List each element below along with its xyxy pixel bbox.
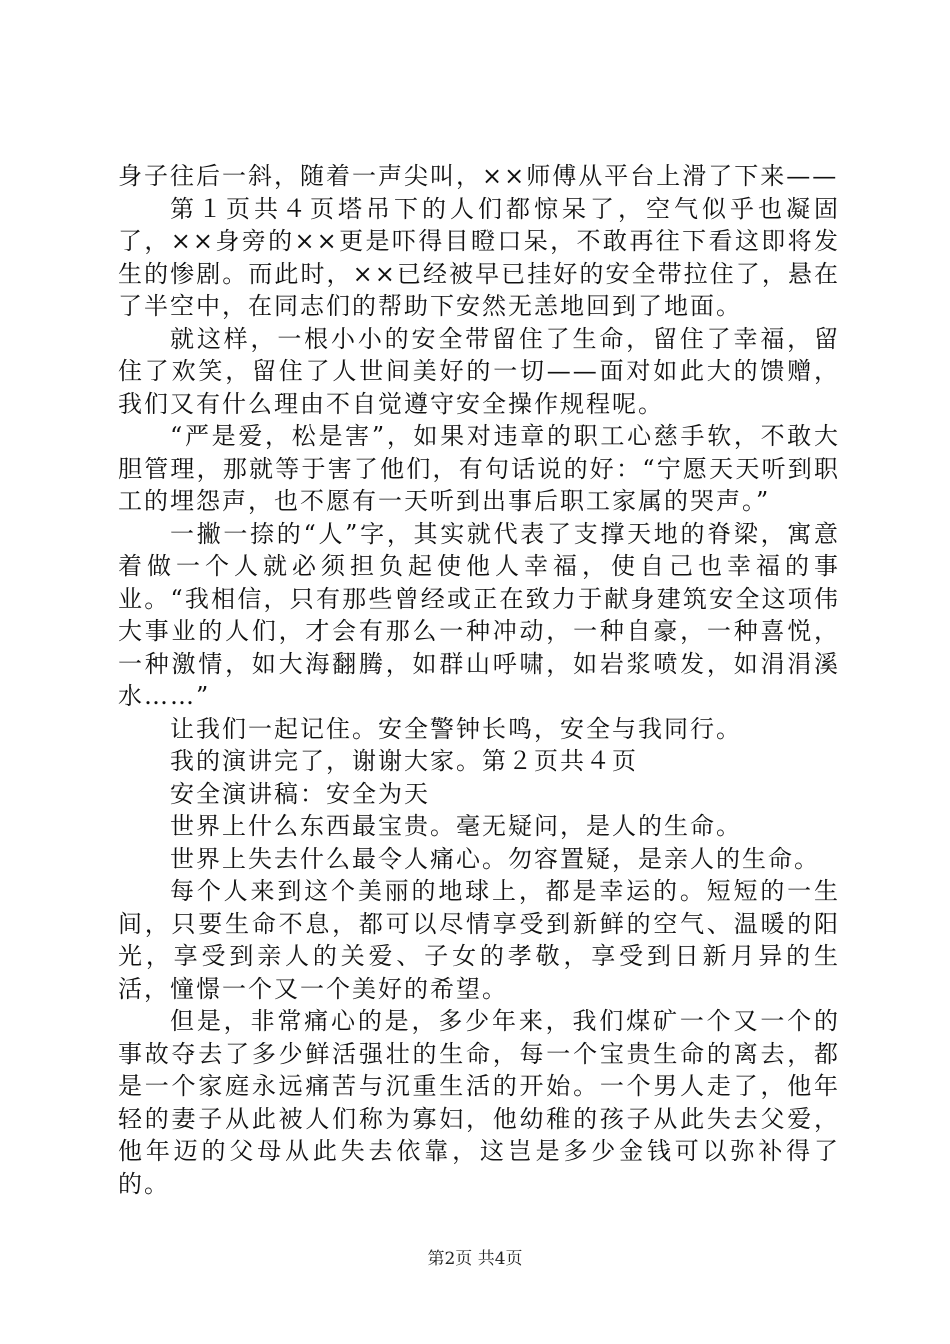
paragraph: 但是，非常痛心的是，多少年来，我们煤矿一个又一个的事故夺去了多少鲜活强壮的生命，每一个宝贵生命的离去，都是一个家庭永远痛苦与沉重生活的开始。一个男人走了，他年轻的妻子从此被人们称为寡妇，他幼稚的孩子从此失去父爱，他年迈的父母从此失去依靠，这岂是多少金钱可以弥补得了的。 <box>118 1007 840 1198</box>
paragraph: 就这样，一根小小的安全带留住了生命，留住了幸福，留住了欢笑，留住了人世间美好的一切——面对如此大的馈赠，我们又有什么理由不自觉遵守安全操作规程呢。 <box>118 324 840 418</box>
document-body <box>118 160 840 1200</box>
page-footer: 第2页 共4页 <box>427 1249 523 1269</box>
paragraph: 身子往后一斜，随着一声尖叫，××师傅从平台上滑了下来—— <box>118 162 839 190</box>
paragraph: 我的演讲完了，谢谢大家。第２页共４页 <box>170 747 638 775</box>
paragraph: 世界上什么东西最宝贵。毫无疑问，是人的生命。 <box>170 812 742 840</box>
paragraph: 第１页共４页塔吊下的人们都惊呆了，空气似乎也凝固了，××身旁的××更是吓得目瞪口呆，不敢再往下看这即将发生的惨剧。而此时，××已经被早已挂好的安全带拉住了，悬在了半空中，在同志们的帮助下安然无恙地回到了地面。 <box>118 194 840 320</box>
paragraph: 安全演讲稿：安全为天 <box>170 779 430 808</box>
paragraph: 世界上失去什么最令人痛心。勿容置疑，是亲人的生命。 <box>170 844 820 873</box>
paragraph: 每个人来到这个美丽的地球上，都是幸运的。短短的一生间，只要生命不息，都可以尽情享受到新鲜的空气、温暖的阳光，享受到亲人的关爱、子女的孝敬，享受到日新月异的生活，憧憬一个又一个美好的希望。 <box>118 877 840 1003</box>
paragraph: “严是爱，松是害”，如果对违章的职工心慈手软，不敢大胆管理，那就等于害了他们，有句话说的好：“宁愿天天听到职工的埋怨声，也不愿有一天听到出事后职工家属的哭声。” <box>118 422 840 515</box>
paragraph: 一撇一捺的“人”字，其实就代表了支撑天地的脊梁，寓意着做一个人就必须担负起使他人幸福，使自己也幸福的事业。“我相信，只有那些曾经或正在致力于献身建筑安全这项伟大事业的人们，才会有那么一种冲动，一种自豪，一种喜悦，一种激情，如大海翻腾，如群山呼啸，如岩浆喷发，如涓涓溪水……” <box>118 519 840 710</box>
paragraph: 让我们一起记住。安全警钟长鸣，安全与我同行。 <box>170 714 742 743</box>
